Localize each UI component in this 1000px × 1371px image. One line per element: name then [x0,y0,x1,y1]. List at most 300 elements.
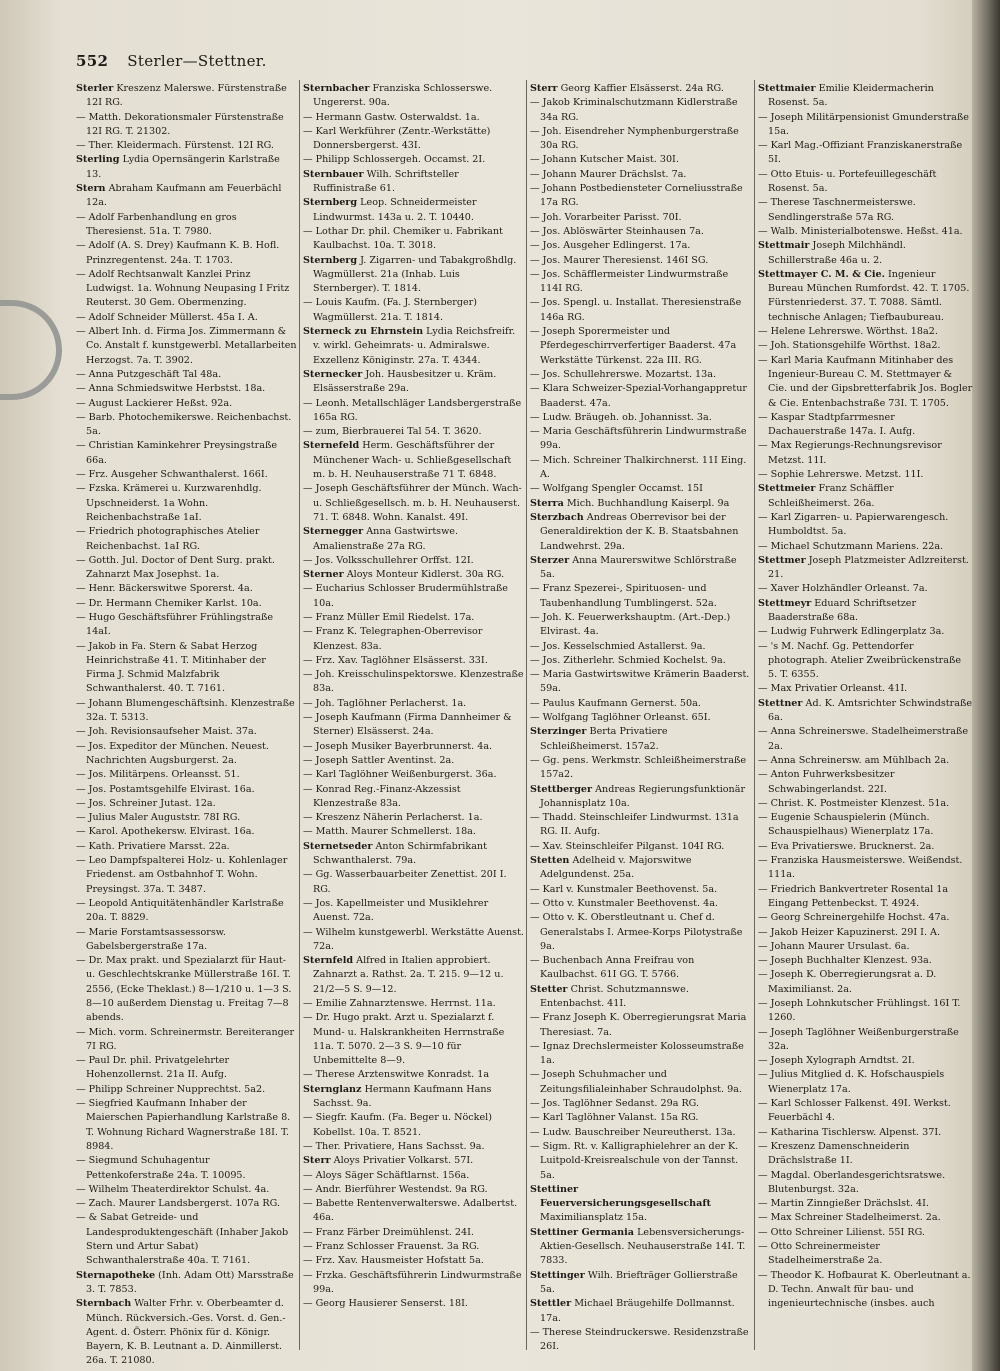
entry-text: — Eva Privatierswe. Brucknerst. 2a. [758,840,935,852]
directory-entry [530,1111,752,1125]
entry-text: — Georg Hausierer Senserst. 18I. [303,1298,468,1310]
directory-entry-head [530,1297,752,1326]
entry-text: Ingenieur Bureau München Rumfordst. 42. T. 1705. Fürstenriederst. 37. T. 7088. Sämtl. technische Anlagen; Tiefbaubureau. [768,268,970,323]
entry-surname: Stettmair [758,240,810,252]
entry-text: Aloys Privatier Volkarst. 57I. [333,1155,474,1167]
entry-text: — Henr. Bäckerswitwe Sporerst. 4a. [76,583,253,595]
entry-text: — Karl Taglöhner Valanst. 15a RG. [530,1112,699,1124]
directory-entry [530,482,752,496]
directory-entry-head [76,182,298,211]
directory-entry [303,811,525,825]
directory-entry [530,325,752,368]
entry-text: — Magdal. Oberlandesgerichtsratswe. Blutenburgst. 32a. [758,1169,946,1195]
entry-surname: Sternbauer [303,168,364,180]
entry-surname: Sternegger [303,526,364,538]
directory-entry [303,425,525,439]
directory-entry [303,1068,525,1082]
directory-entry [303,582,525,611]
entry-text: — Thadd. Steinschleifer Lindwurmst. 131a RG. II. Aufg. [530,812,739,838]
directory-entry [758,168,973,197]
entry-surname: Stettiner Germania [530,1226,634,1238]
directory-entry [76,640,298,697]
entry-text: — Jos. Maurer Theresienst. 146I SG. [530,254,709,266]
directory-entry [76,525,298,554]
directory-entry [303,926,525,955]
entry-text: — Jos. Zitherlehr. Schmied Kochelst. 9a. [530,654,726,666]
directory-column-2 [303,82,525,1342]
entry-text: — Franziska Hausmeisterswe. Weißendst. 111a. [758,855,963,881]
entry-text: — Xav. Steinschleifer Pilganst. 104I RG. [530,840,725,852]
entry-text: — Hermann Gastw. Osterwaldst. 1a. [303,111,480,123]
directory-entry [76,1054,298,1083]
entry-text: — Matth. Dekorationsmaler Fürstenstraße 12I RG. T. 21302. [76,111,284,137]
directory-entry [530,382,752,411]
entry-text: — Fzska. Krämerei u. Kurzwarenhdlg. Upschneiderst. 1a Wohn. Reichenbachstraße 1aI. [76,483,262,523]
entry-text: Lydia Opernsängerin Karlstraße 13. [86,154,280,180]
entry-text: — Dr. Hermann Chemiker Karlst. 10a. [76,597,262,609]
directory-entry [303,825,525,839]
directory-entry [530,182,752,211]
directory-entry [303,482,525,525]
entry-surname: Stettmer [758,554,806,566]
entry-text: — Maria Geschäftsführerin Lindwurmstraße 99a. [530,426,747,452]
entry-text: — Adolf Farbenhandlung en gros Theresienst. 51a. T. 7980. [76,211,237,237]
entry-text: Aloys Monteur Kidlerst. 30a RG. [346,569,505,581]
page-clip [0,300,62,400]
directory-entry [76,397,298,411]
entry-surname: Stetter [530,983,568,995]
entry-text: — Otto v. K. Oberstleutnant u. Chef d. Generalstabs I. Armee-Korps Pilotystraße 9a. [530,912,743,952]
directory-entry [758,139,973,168]
entry-text: Joseph Platzmeister Adlzreiterst. 21. [768,554,969,581]
entry-text: — Mich. Schreiner Thalkirchnerst. 11I Eing. A. [530,454,747,481]
directory-entry [530,1068,752,1097]
directory-entry-head [758,268,973,325]
directory-entry [76,725,298,739]
entry-surname: Sternapotheke [76,1269,156,1281]
entry-text: — Joseph Geschäftsführer der Münch. Wach- u. Schließgesellsch. m. b. H. Neuhauserst. 71. T. 6848. Wohn. Kanalst. 49I. [303,483,522,523]
entry-text: — Adolf (A. S. Drey) Kaufmann K. B. Hofl. Prinzregentenst. 24a. T. 1703. [76,240,280,266]
entry-text: — Johann Blumengeschäftsinh. Klenzestraße 32a. T. 5313. [76,697,295,724]
directory-entry-head [758,554,973,583]
directory-entry [76,1097,298,1154]
entry-surname: Sternbacher [303,83,370,94]
directory-entry [758,1226,973,1240]
directory-entry-head [758,82,973,111]
directory-entry [530,954,752,983]
entry-text: Andreas Oberrevisor bei der Generaldirektion der K. B. Staatsbahnen Landwehrst. 29a. [540,511,739,552]
directory-entry-head [303,368,525,397]
directory-entry [530,239,752,253]
directory-entry [758,940,973,954]
entry-surname: Sternecker [303,368,363,380]
entry-text: — Jos. Kapellmeister und Musiklehrer Auenst. 72a. [303,897,489,924]
directory-entry [758,1026,973,1055]
directory-entry [303,997,525,1011]
entry-text: — Joseph Schuhmacher und Zeitungsfilialeinhaber Schraudolphst. 9a. [530,1069,742,1095]
directory-entry [758,883,973,912]
entry-surname: Stettinger [530,1269,585,1281]
directory-entry [76,325,298,368]
directory-entry [530,1011,752,1040]
entry-text: — Karl Taglöhner Weißenburgerst. 36a. [303,769,497,781]
entry-text: — Joh. Eisendreher Nymphenburgerstraße 30a RG. [530,125,739,152]
entry-text: — Ludwig Fuhrwerk Edlingerplatz 3a. [758,626,945,638]
directory-entry [303,868,525,897]
directory-entry [758,439,973,468]
directory-entry [758,339,973,353]
directory-entry [303,754,525,768]
directory-entry [758,725,973,754]
entry-text: Leop. Schneidermeister Lindwurmst. 143a u. 2. T. 10440. [313,197,477,223]
entry-text: — Joseph Militärpensionist Gmunderstraße 15a. [758,111,969,137]
directory-entry [530,711,752,725]
directory-entry [76,697,298,726]
directory-entry-head [530,725,752,754]
directory-entry [303,740,525,754]
entry-text: — 's M. Nachf. Gg. Pettendorfer photograph. Atelier Zweibrückenstraße 5. T. 6355. [758,640,962,681]
directory-entry [530,883,752,897]
entry-text: J. Zigarren- und Tabakgroßhdlg. Wagmüllerst. 21a (Inhab. Luis Sternberger). T. 1814. [313,254,517,295]
directory-entry [758,196,973,225]
directory-entry-head [758,697,973,726]
entry-surname: Stettler [530,1298,572,1310]
entry-text: — Philipp Schreiner Nupprechtst. 5a2. [76,1083,266,1095]
entry-text: — Eucharius Schlosser Brudermühlstraße 10a. [303,583,508,609]
directory-entry [530,96,752,125]
directory-entry [303,125,525,154]
entry-text: — Anna Schreinerswe. Stadelheimerstraße 2a. [758,726,968,752]
entry-surname: Sternfeld [303,955,354,967]
directory-entry-head [530,983,752,1012]
entry-text: — Ludw. Bauschreiber Neureutherst. 13a. [530,1126,736,1138]
entry-surname: Stettmayer C. M. & Cie. [758,268,885,280]
directory-entry [303,225,525,254]
entry-text: — Konrad Reg.-Finanz-Akzessist Klenzestraße 83a. [303,783,461,809]
entry-text: — Adolf Rechtsanwalt Kanzlei Prinz Ludwigst. 1a. Wohnung Neupasing I Fritz Reuterst. 30 Gem. Obermenzing. [76,268,290,309]
directory-entry [76,582,298,596]
entry-text: — Jos. Expeditor der München. Neuest. Nachrichten Augsburgerst. 2a. [76,740,269,766]
directory-entry-head [530,554,752,583]
directory-entry [758,1240,973,1269]
directory-entry [76,611,298,640]
directory-entry [530,425,752,454]
directory-entry [758,111,973,140]
entry-text: — Johann Maurer Drächslst. 7a. [530,168,687,180]
directory-entry-head [76,82,298,111]
column-rule [526,80,527,1350]
directory-entry [758,540,973,554]
entry-text: Anna Maurerswitwe Schlörstraße 5a. [540,554,737,581]
entry-text: — Jakob in Fa. Stern & Sabat Herzog Heinrichstraße 41. T. Mitinhaber der Firma J. Schmid Malzfabrik Schwanthalerst. 40. T. 7161. [76,640,266,695]
entry-text: — Paul Dr. phil. Privatgelehrter Hohenzollernst. 21a II. Aufg. [76,1055,230,1081]
directory-entry-head [303,439,525,482]
entry-text: — Martin Zinngießer Drächslst. 4I. [758,1198,929,1210]
directory-entry [530,754,752,783]
entry-text: — Klara Schweizer-Spezial-Vorhangappretur Baaderst. 47a. [530,383,747,409]
directory-entry [758,854,973,883]
entry-text: — Ther. Privatiere, Hans Sachsst. 9a. [303,1140,485,1152]
entry-text: — Jos. Militärpens. Orleansst. 51. [76,769,240,781]
directory-entry [758,468,973,482]
directory-entry [76,411,298,440]
directory-entry [530,268,752,297]
directory-entry-head [303,568,525,582]
directory-entry [758,325,973,339]
directory-entry [530,897,752,911]
entry-text: — Helene Lehrerswe. Wörthst. 18a2. [758,326,938,338]
directory-entry [303,397,525,426]
directory-entry [76,1154,298,1183]
directory-entry [758,911,973,925]
directory-entry [530,1140,752,1183]
directory-entry [530,668,752,697]
directory-entry [303,153,525,167]
directory-entry [76,811,298,825]
entry-text: — Gotth. Jul. Doctor of Dent Surg. prakt. Zahnarzt Max Josephst. 1a. [76,554,275,581]
directory-entry [758,1140,973,1169]
directory-entry [758,1054,973,1068]
entry-text: — August Lackierer Heßst. 92a. [76,397,233,409]
directory-entry [76,1083,298,1097]
entry-text: — Lothar Dr. phil. Chemiker u. Fabrikant Kaulbachst. 10a. T. 3018. [303,225,503,252]
entry-text: — Hugo Geschäftsführer Frühlingstraße 14aI. [76,611,274,638]
directory-entry [758,1097,973,1126]
directory-entry [758,1068,973,1097]
directory-entry-head [303,954,525,997]
entry-text: — Jakob Heizer Kapuzinerst. 29I I. A. [758,926,941,938]
directory-entry [76,825,298,839]
entry-surname: Stettberger [530,783,593,795]
entry-text: — Franz Schlosser Frauenst. 3a RG. [303,1241,480,1253]
directory-entry [76,482,298,525]
entry-text: — Jos. Schreiner Jutast. 12a. [76,797,216,809]
directory-column-3 [530,82,752,1353]
entry-text: — Jos. Schullehrerswe. Mozartst. 13a. [530,368,717,380]
directory-entry [76,926,298,955]
directory-entry-head [530,1183,752,1226]
directory-entry-head [303,1154,525,1168]
directory-entry-head [303,525,525,554]
directory-entry [758,954,973,968]
directory-entry-head [303,168,525,197]
entry-text: — Julius Maler Auguststr. 78I RG. [76,812,241,824]
entry-text: — Joseph Kaufmann (Firma Dannheimer & Sterner) Elsässerst. 24a. [303,712,512,738]
directory-entry [76,897,298,926]
entry-text: — Joseph Musiker Bayerbrunnerst. 4a. [303,740,493,752]
directory-entry [76,854,298,897]
directory-entry [530,1040,752,1069]
entry-surname: Stern [76,183,106,195]
directory-entry [530,1097,752,1111]
entry-text: (Inh. Adam Ott) Marsstraße 3. T. 7853. [86,1269,294,1295]
entry-text: — zum, Bierbrauerei Tal 54. T. 3620. [303,426,482,438]
directory-entry-head [530,511,752,554]
entry-text: — Max Privatier Orleanst. 41I. [758,683,908,695]
entry-text: — Franz Müller Emil Riedelst. 17a. [303,611,475,623]
entry-text: — Franz Färber Dreimühlenst. 24I. [303,1226,474,1238]
entry-text: — Kreszenz Damenschneiderin Drächslstraße 1I. [758,1140,910,1167]
entry-text: — Ignaz Drechslermeister Kolosseumstraße 1a. [530,1040,744,1067]
entry-text: — Jakob Kriminalschutzmann Kidlerstraße 34a RG. [530,97,738,123]
entry-text: — Anna Schreinersw. am Mühlbach 2a. [758,754,950,766]
directory-entry [303,1269,525,1298]
entry-surname: Sterling [76,154,120,166]
entry-text: — Karl Zigarren- u. Papierwarengesch. Humboldtst. 5a. [758,511,949,538]
entry-text: — Wilhelm kunstgewerbl. Werkstätte Auenst. 72a. [303,926,524,952]
directory-entry [758,1211,973,1225]
directory-entry [758,625,973,639]
directory-entry [758,225,973,239]
directory-entry [758,682,973,696]
entry-text: — Karl Schlosser Falkenst. 49I. Werkst. Feuerbächl 4. [758,1098,951,1124]
entry-text: — Leo Dampfspalterei Holz- u. Kohlenlager Friedenst. am Ostbahnhof T. Wohn. Preysingst. 37a. T. 3487. [76,855,288,895]
entry-text: — Joseph Taglöhner Weißenburgerstraße 32a. [758,1026,959,1052]
entry-text: — Joseph Buchhalter Klenzest. 93a. [758,955,932,967]
entry-text: — Karl v. Kunstmaler Beethovenst. 5a. [530,883,718,895]
entry-text: — Jos. Schäfflermeister Lindwurmstraße 114I RG. [530,268,729,295]
entry-text: Wilh. Briefträger Gollierstraße 5a. [540,1269,738,1295]
entry-text: — Karl Mag.-Offiziant Franziskanerstraße 5I. [758,140,963,166]
entry-text: — Joseph Sattler Aventinst. 2a. [303,754,455,766]
entry-surname: Sternberg [303,197,358,209]
entry-text: Herm. Geschäftsführer der Münchener Wach- u. Schließgesellschaft m. b. H. Neuhauserstraße 71 T. 6848. [313,440,512,481]
page-number: 552 [76,52,109,70]
entry-text: — Therese Steindruckerswe. Residenzstraße 26I. [530,1326,749,1353]
entry-text: Franziska Schlosserswe. Ungererst. 90a. [313,83,493,109]
directory-entry [530,368,752,382]
directory-entry [758,1269,973,1312]
directory-entry-head [76,1269,298,1298]
directory-entry-head [303,1083,525,1112]
directory-entry [303,611,525,625]
entry-text: — Friedrich Bankvertreter Rosental 1a Eingang Pettenbeckst. T. 4924. [758,883,949,909]
entry-text: Kreszenz Malerswe. Fürstenstraße 12I RG. [86,83,287,109]
entry-text: — Frz. Ausgeher Schwanthalerst. 166I. [76,469,268,481]
entry-text: — Joh. K. Feuerwerkshauptm. (Art.-Dep.) Elvirast. 4a. [530,611,731,638]
entry-surname: Sterner [303,569,344,581]
directory-entry-head [76,153,298,182]
directory-entry [758,411,973,440]
entry-surname: Sterneck zu Ehrnstein [303,326,424,338]
entry-surname: Sterzer [530,554,570,566]
entry-text: Lydia Reichsfreifr. v. wirkl. Geheimrats- u. Admiralswe. Exzellenz Königinstr. 27a. T. 4344. [313,326,516,366]
directory-entry [530,211,752,225]
entry-text: — Jos. Volksschullehrer Orffst. 12I. [303,554,474,566]
directory-entry [758,811,973,840]
directory-entry [76,439,298,468]
entry-text: — Buchenbach Anna Freifrau von Kaulbachst. 61I GG. T. 5766. [530,955,695,981]
entry-text: Maximiliansplatz 15a. [540,1212,648,1224]
entry-text: Adelheid v. Majorswitwe Adelgundenst. 25a. [540,855,692,881]
directory-entry [76,840,298,854]
page-header [76,52,976,78]
running-head: Sterler—Stettner. [127,52,267,70]
directory-entry [303,897,525,926]
entry-text: — Dr. Hugo prakt. Arzt u. Spezialarzt f. Mund- u. Halskrankheiten Herrnstraße 11a. T. 5070. 2—3 S. 9—10 für Unbemittelte 8—9. [303,1012,505,1067]
entry-surname: Stettner [758,697,803,709]
entry-text: — Anna Schmiedswitwe Herbstst. 18a. [76,383,266,395]
entry-text: Ad. K. Amtsrichter Schwindstraße 6a. [768,697,973,724]
directory-column-4 [758,82,973,1342]
directory-entry [76,468,298,482]
entry-text: — Ludw. Bräugeh. ob. Johannisst. 3a. [530,411,712,423]
entry-text: — Matth. Maurer Schmellerst. 18a. [303,826,476,838]
entry-text: — Andr. Bierführer Westendst. 9a RG. [303,1183,488,1195]
directory-entry-head [530,783,752,812]
directory-entry [303,1226,525,1240]
entry-text: — Wolfgang Taglöhner Orleanst. 65I. [530,712,711,724]
column-rule [299,80,300,1350]
entry-text: — Siegfried Kaufmann Inhaber der Maierschen Papierhandlung Karlstraße 8. T. Wohnung Richard Wagnerstraße 18I. T. 8984. [76,1098,291,1152]
directory-entry [530,840,752,854]
entry-text: — Otto Schreiner Lilienst. 55I RG. [758,1226,925,1238]
entry-text: Abraham Kaufmann am Feuerbächl 12a. [86,183,282,209]
entry-text: — Anna Putzgeschäft Tal 48a. [76,368,222,380]
directory-entry [76,382,298,396]
directory-entry [76,768,298,782]
entry-surname: Sterra [530,497,564,509]
entry-text: — Joh. Kreisschulinspektorswe. Klenzestraße 83a. [303,669,524,695]
entry-surname: Sternefeld [303,440,360,452]
directory-entry [758,797,973,811]
directory-entry [758,754,973,768]
entry-text: — Xaver Holzhändler Orleanst. 7a. [758,583,928,595]
directory-entry-head [303,254,525,297]
entry-text: Joh. Hausbesitzer u. Kräm. Elsässerstraße 29a. [313,368,497,395]
entry-text: — Wolfgang Spengler Occamst. 15I [530,483,703,495]
entry-text: — Karol. Apothekersw. Elvirast. 16a. [76,826,255,838]
entry-text: — Otto v. Kunstmaler Beethovenst. 4a. [530,897,718,909]
book-spine [972,0,1000,1371]
entry-text: — Siegmund Schuhagentur Pettenkoferstraße 24a. T. 10095. [76,1155,246,1181]
entry-text: — Ther. Kleidermach. Fürstenst. 12I RG. [76,140,274,152]
entry-text: Alfred in Italien approbiert. Zahnarzt a. Rathst. 2a. T. 215. 9—12 u. 21/2—5 S. 9—12. [313,955,504,995]
directory-entry-head [303,196,525,225]
directory-entry [758,768,973,797]
entry-text: — Joseph Sporermeister und Pferdegeschirrverfertiger Baaderst. 47a Werkstätte Türkenst. 22a III. RG. [530,326,737,366]
entry-text: — Jos. Ausgeher Edlingerst. 17a. [530,240,691,252]
entry-surname: Sternbach [76,1298,132,1310]
entry-surname: Stetten [530,855,570,867]
directory-entry [76,797,298,811]
entry-text: — Jos. Spengl. u. Installat. Theresienstraße 146a RG. [530,297,742,323]
directory-entry [530,1326,752,1355]
entry-text: Walter Frhr. v. Oberbeamter d. Münch. Rückversich.-Ges. Vorst. d. Gen.-Agent. d. Österr. Phönix für d. Königr. Bayern, K. B. Leutnant a. D. Ainmillerst. 26a. T. 21080. [86,1298,286,1367]
entry-text: — Friedrich photographisches Atelier Reichenbachst. 1aI RG. [76,526,260,552]
entry-text: Lebensversicherungs-Aktien-Gesellsch. Neuhauserstraße 14I. T. 7833. [540,1226,746,1267]
directory-entry [76,239,298,268]
directory-entry [303,625,525,654]
directory-entry [758,511,973,540]
entry-text: Hermann Kaufmann Hans Sachsst. 9a. [313,1083,492,1110]
directory-entry [758,997,973,1026]
directory-entry [303,111,525,125]
entry-text: — Joseph Xylograph Arndtst. 2I. [758,1055,915,1067]
entry-text: — Gg. pens. Werkmstr. Schleißheimerstraße 157a2. [530,754,747,781]
directory-entry [758,582,973,596]
entry-text: — Joseph Lohnkutscher Frühlingst. 16I T. 1260. [758,998,961,1024]
entry-text: — Zach. Maurer Landsbergerst. 107a RG. [76,1198,280,1210]
directory-entry [758,840,973,854]
directory-entry [76,1197,298,1211]
entry-text: — Jos. Postamtsgehilfe Elvirast. 16a. [76,783,255,795]
entry-text: Christ. Schutzmannswe. Entenbachst. 41I. [540,983,689,1009]
entry-text: — Jos. Taglöhner Sedanst. 29a RG. [530,1098,700,1110]
entry-text: — Frzka. Geschäftsführerin Lindwurmstraße 99a. [303,1269,522,1295]
directory-entry [303,1140,525,1154]
directory-entry [758,968,973,997]
